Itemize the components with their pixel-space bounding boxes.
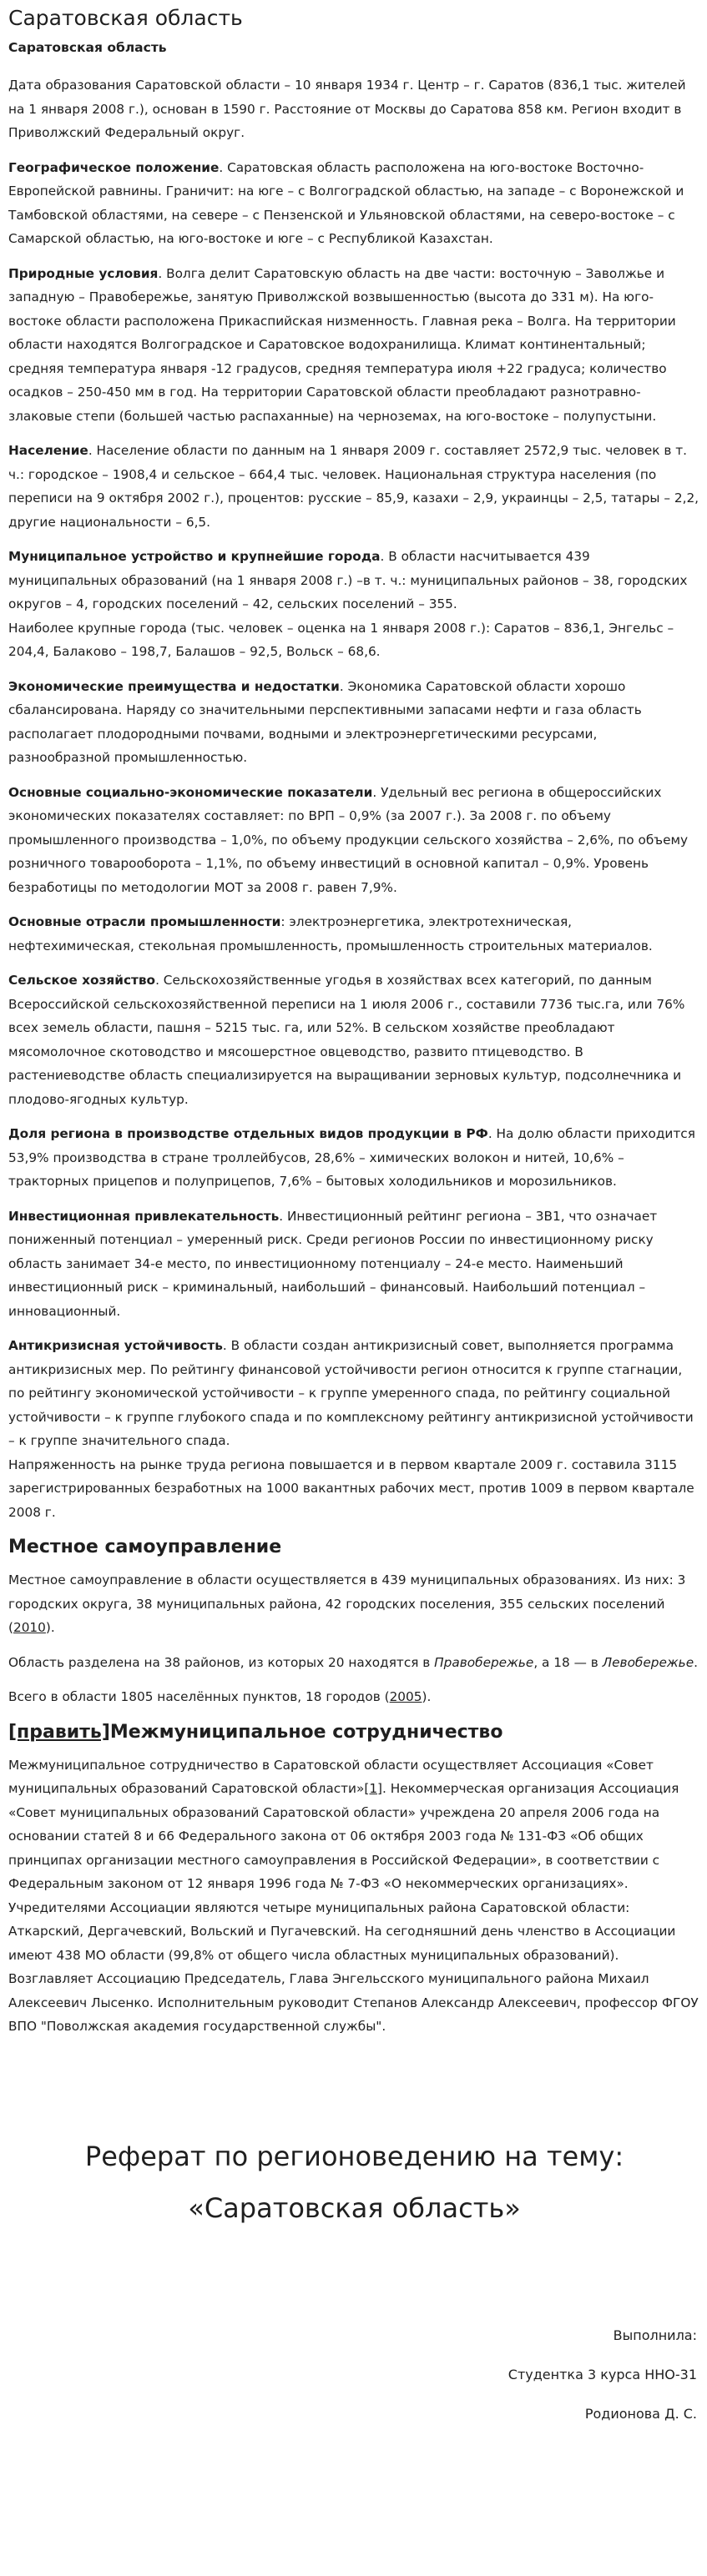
section-text: . На долю области приходится 53,9% производства в стране троллейбусов, 28,6% – химических волокон и нитей, 10,6% – тракторных прицепов и полуприцепов, 7,6% – бытовых холодильников и морозильников. [8, 1126, 695, 1189]
districts-text-mid: , а 18 — в [533, 1654, 603, 1670]
section-paragraph [8, 1334, 700, 1524]
inter-mun-text: Межмуниципальное сотрудничество в Саратовской области осуществляет Ассоциация «Совет муниципальных образований Саратовской области» [8, 1757, 654, 1796]
section-paragraph [8, 675, 700, 770]
settlements-text-end: ). [422, 1689, 432, 1704]
section-text: . В области насчитывается 439 муниципальных образований (на 1 января 2008 г.) –в т. ч.: муниципальных районов – 38, городских округов – 4, городских поселений – 42, сельских поселений – 355. [8, 549, 688, 611]
section-text: . В области создан антикризисный совет, выполняется программа антикризисных мер. По рейтингу финансовой устойчивости регион относится к группе стагнации, по рейтингу экономической устойчивости – к группе умеренного спада, по рейтингу социальной устойчивости – к группе глубокого спада и по комплексному рейтингу антикризисной устойчивости – к группе значительного спада. [8, 1338, 694, 1448]
section-heading: Природные условия [8, 265, 159, 281]
section-heading: Географическое положение [8, 159, 220, 175]
inter-mun-paragraph [8, 1753, 700, 2039]
signature-line-2: Студентка 3 курса ННО-31 [508, 2366, 697, 2382]
year-link-2010[interactable]: 2010 [13, 1620, 46, 1635]
section-paragraph [8, 1122, 700, 1194]
local-gov-paragraph-3 [8, 1685, 700, 1709]
section-text: . Сельскохозяйственные угодья в хозяйствах всех категорий, по данным Всероссийской сельскохозяйственной переписи на 1 июля 2006 г., составили 7736 тыс.га, или 76% всех земель области, пашня – 5215 тыс. га, или 52%. В сельском хозяйстве преобладают мясомолочное скотоводство и мясошерстное овцеводство, развито птицеводство. В растениеводстве область специализируется на выращивании зерновых культур, подсолнечника и плодово-ягодных культур. [8, 973, 685, 1107]
report-title-line-2: «Саратовская область» [188, 2191, 521, 2224]
local-gov-text: Местное самоуправление в области осуществляется в 439 муниципальных образованиях. Из них: 3 городских округа, 38 муниципальных района, 42 городских поселения, 355 сельских поселений ( [8, 1572, 686, 1635]
right-bank-term: Правобережье [434, 1654, 534, 1670]
section-heading: Основные социально-экономические показатели [8, 784, 373, 800]
spacer [8, 2050, 700, 2140]
signature-line-3: Родионова Д. С. [584, 2405, 697, 2422]
local-gov-text-end: ). [45, 1620, 55, 1635]
signature-line-1: Выполнила: [613, 2327, 697, 2343]
section-paragraph [8, 781, 700, 900]
local-gov-paragraph-2 [8, 1651, 700, 1675]
subtitle: Саратовская область [8, 40, 167, 55]
section-text-continued: Напряженность на рынке труда региона повышается и в первом квартале 2009 г. составила 3115 зарегистрированных безработных на 1000 вакантных рабочих мест, против 1009 в первом квартале 2008 г. [8, 1457, 694, 1520]
local-gov-heading: Местное самоуправление [8, 1537, 282, 1557]
settlements-text: Всего в области 1805 населённых пунктов, 18 городов ( [8, 1689, 390, 1704]
section-paragraph [8, 156, 700, 251]
section-text: . Инвестиционный рейтинг региона – 3В1, что означает пониженный потенциал – умеренный риск. Среди регионов России по инвестиционному риску область занимает 34-е место, по инвестиционному потенциалу – 24-е место. Наименьший инвестиционный риск – криминальный, наибольший – финансовый. Наибольший потенциал – инновационный. [8, 1208, 658, 1319]
section-text: . Волга делит Саратовскую область на две части: восточную – Заволжье и западную – Правобережье, занятую Приволжской возвышенностью (высота до 331 м). На юго-востоке области расположена Прикаспийская низменность. Главная река – Волга. На территории области находятся Волгоградское и Саратовское водохранилища. Климат континентальный; средняя температура января -12 градусов, средняя температура июля +22 градуса; количество осадков – 250-450 мм в год. На территории Саратовской области преобладают разнотравно-злаковые степи (большей частью распаханные) на черноземах, на юго-востоке – полупустыни. [8, 265, 676, 424]
inter-mun-text-rest: . Некоммерческая организация Ассоциация «Совет муниципальных образований Саратовской области» учреждена 20 апреля 2006 года на основании статей 8 и 66 Федерального закона от 06 октября 2003 года № 131-ФЗ «Об общих принципах организации местного самоуправления в Российской Федерации», в соответствии с Федеральным законом от 12 января 1996 года № 7-ФЗ «О некоммерческих организациях». Учредителями Ассоциации являются четыре муниципальных района Саратовской области: Аткарский, Дергачевский, Вольский и Пугачевский. На сегодняшний день членство в Ассоциации имеют 438 МО области (99,8% от общего числа областных муниципальных образований). Возглавляет Ассоциацию Председатель, Глава Энгельсского муниципального района Михаил Алексеевич Лысенко. Исполнительным руководит Степанов Александр Алексеевич, профессор ФГОУ ВПО "Поволжская академия государственной службы". [8, 1781, 699, 2034]
section-heading: Антикризисная устойчивость [8, 1338, 223, 1353]
year-link-2005[interactable]: 2005 [389, 1689, 422, 1704]
section-heading: Население [8, 443, 88, 458]
left-bank-term: Левобережье [602, 1654, 694, 1670]
section-heading: Основные отрасли промышленности [8, 914, 281, 929]
districts-text: Область разделена на 38 районов, из которых 20 находятся в [8, 1654, 435, 1670]
section-heading: Муниципальное устройство и крупнейшие города [8, 549, 381, 564]
inter-mun-heading [8, 1720, 700, 1745]
section-text: : электроэнергетика, электротехническая, нефтехимическая, стекольная промышленность, промышленность строительных материалов. [8, 914, 653, 953]
section-heading: Инвестиционная привлекательность [8, 1208, 280, 1224]
districts-text-end: . [694, 1654, 698, 1670]
edit-link[interactable]: [править] [8, 1721, 110, 1743]
section-paragraph [8, 545, 700, 664]
section-heading: Экономические преимущества и недостатки [8, 678, 340, 694]
page-title: Саратовская область [8, 6, 243, 30]
report-title-line-1: Реферат по регионоведению на тему: [84, 2140, 624, 2172]
section-text: . Удельный вес региона в общероссийских экономических показателях составляет: по ВРП – 0,9% (за 2007 г.). За 2008 г. по объему промышленного производства – 1,0%, по объему продукции сельского хозяйства – 2,6%, по объему розничного товарооборота – 1,1%, по объему инвестиций в основной капитал – 0,9%. Уровень безработицы по методологии МОТ за 2008 г. равен 7,9%. [8, 784, 689, 895]
section-paragraph [8, 439, 700, 534]
intro-paragraph: Дата образования Саратовской области – 10 января 1934 г. Центр – г. Саратов (836,1 тыс. жителей на 1 января 2008 г.), основан в 1590 г. Расстояние от Москвы до Саратова 858 км. Регион входит в Приволжский Федеральный округ. [8, 78, 686, 140]
sections [8, 156, 700, 1525]
section-text-continued: Наиболее крупные города (тыс. человек – оценка на 1 января 2008 г.): Саратов – 836,1, Энгельс – 204,4, Балаково – 198,7, Балашов – 92,5, Вольск – 68,6. [8, 620, 674, 659]
section-paragraph [8, 262, 700, 429]
section-text: . Экономика Саратовской области хорошо сбалансирована. Наряду со значительными перспективными запасами нефти и газа область располагает плодородными почвами, водными и электроэнергетическими ресурсами, разнообразной промышленностью. [8, 678, 642, 765]
section-text: . Саратовская область расположена на юго-востоке Восточно-Европейской равнины. Граничит: на юге – с Волгоградской областью, на западе – с Воронежской и Тамбовской областями, на севере – с Пензенской и Ульяновской областями, на северо-востоке – с Самарской областью, на юго-востоке и юге – с Республикой Казахстан. [8, 159, 684, 246]
section-text: . Население области по данным на 1 января 2009 г. составляет 2572,9 тыс. человек в т. ч.: городское – 1908,4 и сельское – 664,4 тыс. человек. Национальная структура населения (по переписи на 9 октября 2002 г.), процентов: русские – 85,9, казахи – 2,9, украинцы – 2,5, татары – 2,2, другие национальности – 6,5. [8, 443, 699, 530]
section-paragraph [8, 910, 700, 958]
local-gov-paragraph-1 [8, 1568, 700, 1640]
inter-mun-title: Межмуниципальное сотрудничество [109, 1721, 503, 1743]
section-heading: Доля региона в производстве отдельных видов продукции в РФ [8, 1126, 488, 1141]
section-heading: Сельское хозяйство [8, 973, 156, 988]
reference-link[interactable]: [1] [364, 1781, 383, 1796]
section-paragraph [8, 969, 700, 1111]
spacer [8, 2225, 700, 2325]
section-paragraph [8, 1205, 700, 1324]
